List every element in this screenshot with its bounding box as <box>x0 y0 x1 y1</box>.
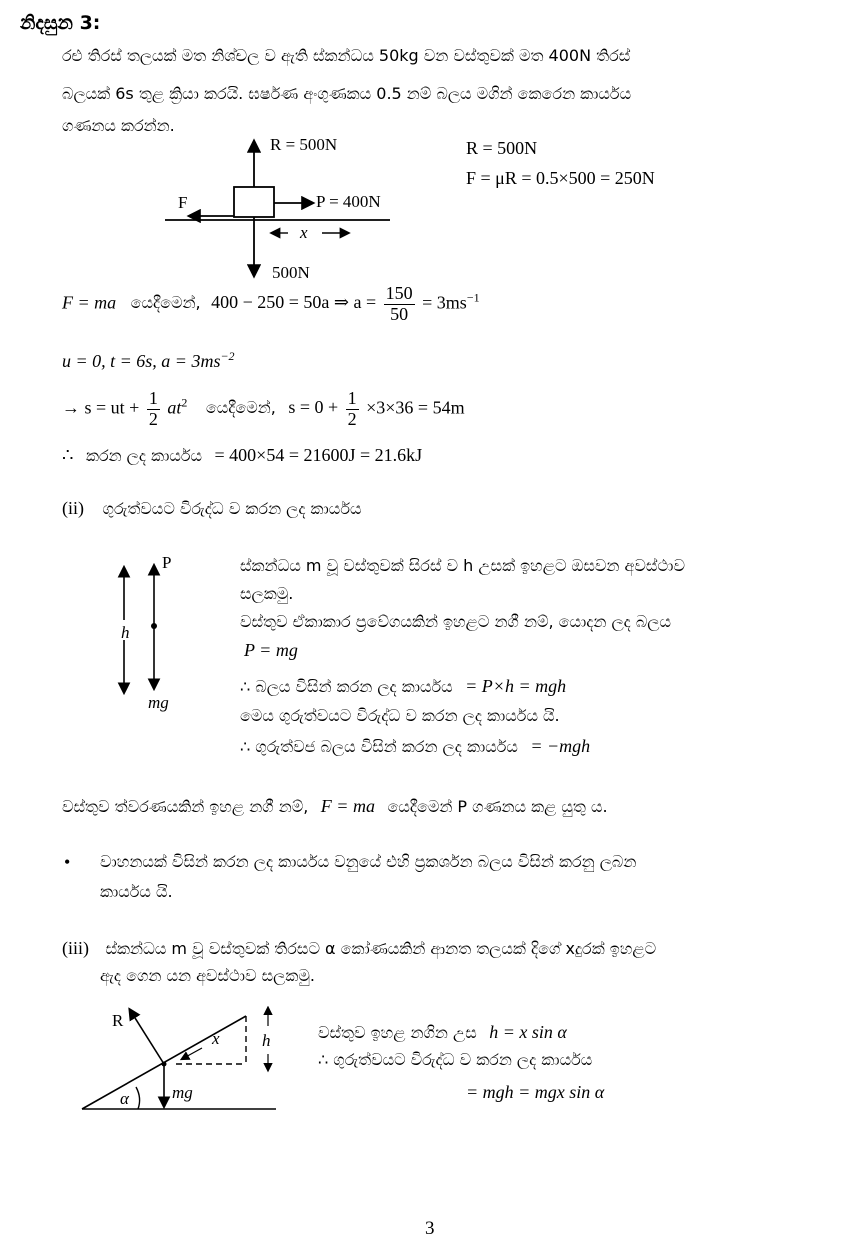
section-2-line-2: සලකමු. <box>240 584 294 603</box>
label-R: R = 500N <box>270 135 338 154</box>
section-2-title: ගුරුත්වයට විරුද්ධ ව කරන ලද කාර්යය <box>102 499 362 518</box>
eq-displacement <box>62 389 465 430</box>
label-F: F <box>178 193 188 212</box>
bullet-dot: • <box>64 852 71 872</box>
label-x: x <box>300 223 308 242</box>
eq3-arrow: → s = ut + <box>62 397 140 418</box>
section-3-r1-eq: h = x sin α <box>489 1022 567 1042</box>
eq1-den: 50 <box>390 303 409 324</box>
eq3-num: 1 <box>148 388 158 408</box>
bullet-line-1: වාහනයක් විසින් කරන ලද කාර්යය වනුයේ එහි ප්‍රකර්ශන බලය විසින් කරනු ලබන <box>100 852 637 871</box>
eq-friction: F = μR = 0.5×500 = 250N <box>466 168 655 188</box>
eq3-num2: 1 <box>347 388 357 408</box>
section-2-line-1: ස්කන්ධය m වූ වස්තුවක් සිරස් ව h උසක් ඉහළට ඔසවන අවස්ථාව <box>240 556 685 575</box>
section-2-line-4: P = mg <box>244 640 298 660</box>
label-mg: mg <box>172 1083 193 1102</box>
eq-normal-reaction: R = 500N <box>466 138 538 158</box>
inclined-plane-diagram <box>76 1002 286 1122</box>
eq4-therefore: ∴ <box>62 445 74 465</box>
eq3-s0: s = 0 + <box>288 397 339 418</box>
height-indicator <box>256 1006 280 1074</box>
bullet-line-2: කාර්යය යි. <box>100 882 173 901</box>
eq3-den2: 2 <box>347 408 357 429</box>
section-2-label: (ii) <box>62 498 84 518</box>
section-3-label: (iii) <box>62 938 89 958</box>
eq3-fraction <box>147 389 160 430</box>
section-2-line-7 <box>240 736 590 758</box>
eq2-text: u = 0, t = 6s, a = 3ms <box>62 351 221 371</box>
label-weight: 500N <box>272 263 310 282</box>
eq3-sq: 2 <box>181 395 188 410</box>
label-mg: mg <box>148 693 169 712</box>
eq2-exp: −2 <box>220 349 235 363</box>
section-2-line-5-word: ∴ බලය විසින් කරන ලද කාර්යය <box>240 677 453 696</box>
section-3-line-2: ඇද ගෙන යන අවස්ථාව සලකමු. <box>100 966 315 985</box>
section-2-line-7-eq: = −mgh <box>530 736 591 756</box>
block-force-diagram <box>160 130 420 290</box>
section-3-right-line-1 <box>318 1022 567 1044</box>
eq1-lhs: F = ma <box>62 292 117 313</box>
section-3-right-line-3: = mgh = mgx sin α <box>466 1082 605 1102</box>
section-3-r1-word: වස්තුව ඉහළ නගින උස <box>318 1023 477 1042</box>
eq1-mid: 400 − 250 = 50a ⇒ a = <box>211 292 377 313</box>
label-alpha: α <box>120 1089 129 1108</box>
section-3-line-1: ස්කන්ධය m වූ වස්තුවක් තිරසට α කෝණයකින් ආනත තලයක් දිගේ xදුරක් ඉහළට <box>105 939 657 958</box>
label-P: P <box>162 553 172 572</box>
section-2-line-7-word: ∴ ගුරුත්වජ බලය විසින් කරන ලද කාර්යය <box>240 737 518 756</box>
block <box>234 187 274 217</box>
problem-line-2: බලයක් 6s තුළ ක්‍රියා කරයි. ඝර්ෂණ අංගුණකය 0.5 නම් බලය මගින් කෙරෙන කාර්යය <box>62 84 632 103</box>
eq4-value: = 400×54 = 21600J = 21.6kJ <box>214 445 423 465</box>
eq3-word: යෙදීමෙන්, <box>205 398 276 418</box>
section-2-line-5 <box>240 676 566 698</box>
label-R: R <box>112 1011 124 1030</box>
section-2-heading <box>62 498 361 520</box>
eq-work-done <box>62 445 422 467</box>
x-arrow <box>182 1048 202 1059</box>
label-x: x <box>212 1029 220 1048</box>
problem-line-1: රළු තිරස් තලයක් මත නිශ්චල ව ඇති ස්කන්ධය 50kg වන වස්තුවක් මත 400N තිරස් <box>62 46 631 65</box>
vertical-lift-diagram <box>108 550 188 720</box>
angle-arc <box>136 1087 140 1109</box>
eq4-word: කරන ලද කාර්යය <box>85 446 203 465</box>
particle <box>151 623 157 629</box>
note-post: යෙදීමෙන් P ගණනය කළ යුතු ය. <box>387 797 608 816</box>
eq1-word: යෙදීමෙන්, <box>130 293 201 313</box>
note-pre: වස්තුව ත්වරණයකින් ඉහළ නගී නම්, <box>62 797 309 816</box>
particle <box>162 1062 167 1067</box>
eq-initial-conditions <box>62 349 235 373</box>
eq3-fraction-2 <box>346 389 359 430</box>
section-3-heading <box>62 938 656 960</box>
label-h: h <box>121 623 130 642</box>
reaction-arrow <box>130 1010 164 1064</box>
page-number: 3 <box>425 1218 435 1239</box>
eq3-at: at <box>167 397 182 418</box>
eq3-tail: ×3×36 = 54m <box>366 397 465 418</box>
eq1-num: 150 <box>385 283 413 303</box>
section-3-right-line-2: ∴ ගුරුත්වයට විරුද්ධ ව කරන ලද කාර්යය <box>318 1050 593 1069</box>
note-eq: F = ma <box>320 796 375 816</box>
eq-newton-second-law <box>62 284 480 325</box>
eq3-den: 2 <box>148 408 158 429</box>
section-2-line-3: වස්තුව ඒකාකාර ප්‍රවේගයකින් ඉහළට නගී නම්, යොදන ලද බලය <box>240 612 672 631</box>
eq1-fraction <box>384 284 415 325</box>
label-P: P = 400N <box>316 192 381 211</box>
problem-line-3: ගණනය කරන්න. <box>62 116 175 135</box>
section-2-line-5-eq: = P×h = mgh <box>465 676 567 696</box>
section-2-line-6: මෙය ගුරුත්වයට විරුද්ධ ව කරන ලද කාර්යය යි. <box>240 706 560 725</box>
acceleration-note <box>62 796 608 818</box>
label-h: h <box>262 1031 271 1050</box>
eq1-exp: −1 <box>466 290 480 305</box>
eq1-rhs: = 3ms <box>422 292 467 313</box>
page-heading: නිදසුන 3: <box>20 12 101 34</box>
